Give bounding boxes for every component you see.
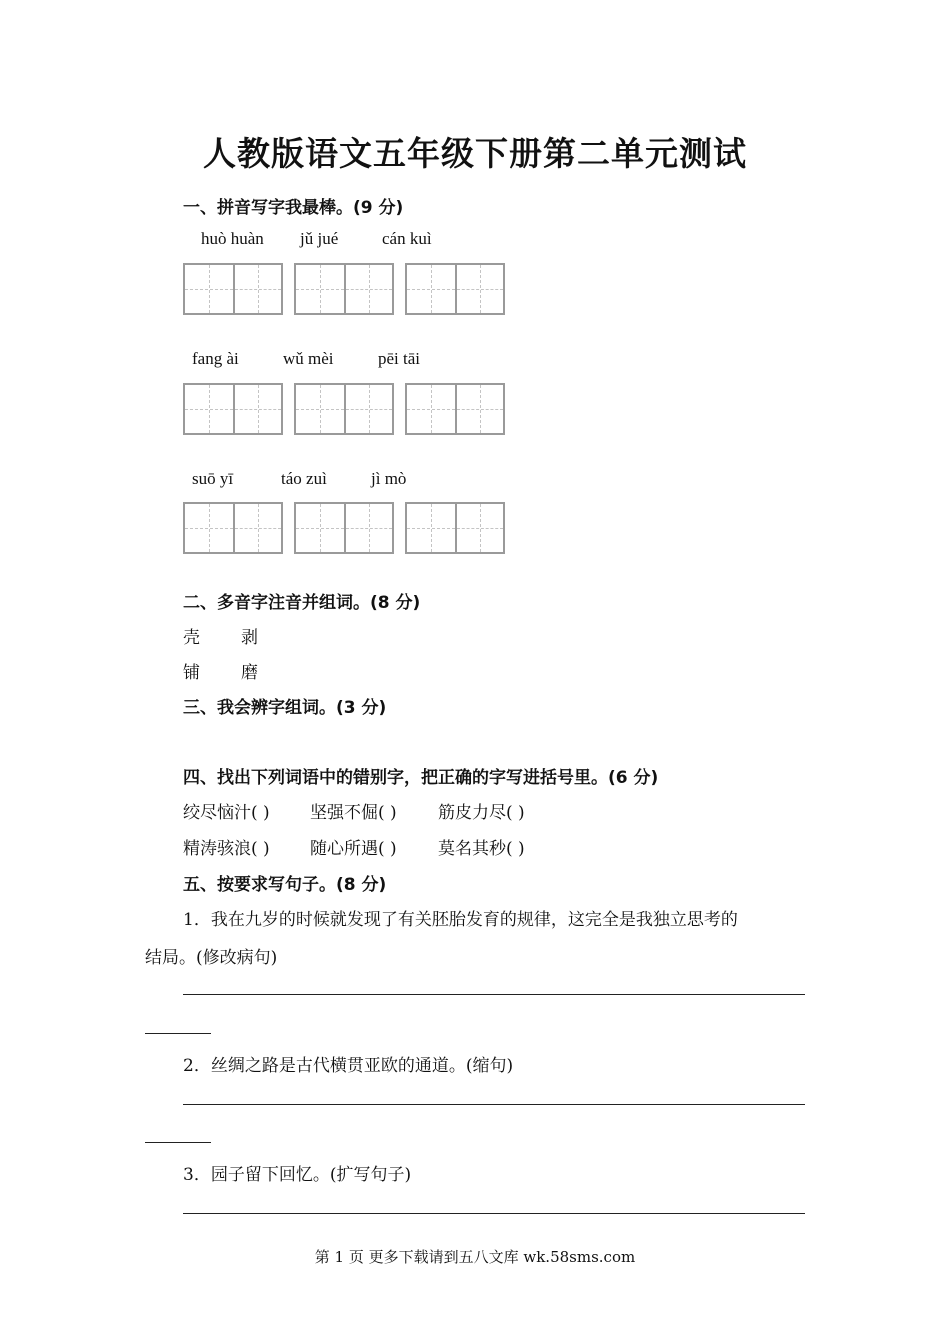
tianzige-row [183, 502, 505, 554]
page-title: 人教版语文五年级下册第二单元测试 [203, 134, 747, 173]
answer-line[interactable] [183, 994, 805, 995]
pinyin-label: huò huàn [201, 229, 264, 248]
answer-line[interactable] [145, 1142, 211, 1143]
pinyin-label: pēi tāi [378, 349, 421, 368]
answer-line[interactable] [145, 1033, 211, 1034]
writing-box[interactable] [294, 263, 394, 315]
writing-box[interactable] [183, 383, 283, 435]
typo-item: 莫名其秒( ) [438, 839, 525, 859]
polyphone-char: 铺 [183, 663, 200, 683]
section4-heading: 四、找出下列词语中的错别字，把正确的字写进括号里。(6 分) [183, 768, 659, 788]
question-1-line1: 1．我在九岁的时候就发现了有关胚胎发育的规律，这完全是我独立思考的 [183, 910, 738, 930]
tianzige-row [183, 263, 505, 315]
writing-box[interactable] [294, 383, 394, 435]
pinyin-label: fang ài [192, 349, 239, 368]
answer-line[interactable] [183, 1104, 805, 1105]
pinyin-label: cán kuì [382, 229, 432, 248]
tianzige-row [183, 383, 505, 435]
polyphone-char: 磨 [241, 663, 258, 683]
typo-item: 绞尽恼汁( ) [183, 803, 270, 823]
section1-heading: 一、拼音写字我最棒。(9 分) [183, 198, 404, 218]
answer-line[interactable] [183, 1213, 805, 1214]
question-3: 3．园子留下回忆。(扩写句子) [183, 1165, 412, 1185]
writing-box[interactable] [183, 263, 283, 315]
section5-heading: 五、按要求写句子。(8 分) [183, 875, 387, 895]
typo-item: 随心所遇( ) [310, 839, 397, 859]
section2-heading: 二、多音字注音并组词。(8 分) [183, 593, 421, 613]
pinyin-label: jǔ jué [300, 229, 339, 248]
typo-item: 精涛骇浪( ) [183, 839, 270, 859]
pinyin-label: táo zuì [281, 469, 327, 488]
polyphone-char: 壳 [183, 628, 200, 648]
question-1-line2: 结局。(修改病句) [145, 948, 278, 968]
question-2: 2．丝绸之路是古代横贯亚欧的通道。(缩句) [183, 1056, 514, 1076]
pinyin-label: wǔ mèi [283, 349, 334, 368]
typo-item: 坚强不倔( ) [310, 803, 397, 823]
polyphone-char: 剥 [241, 628, 258, 648]
writing-box[interactable] [183, 502, 283, 554]
writing-box[interactable] [294, 502, 394, 554]
pinyin-label: suō yī [192, 469, 234, 488]
typo-item: 筋皮力尽( ) [438, 803, 525, 823]
writing-box[interactable] [405, 383, 505, 435]
section3-heading: 三、我会辨字组词。(3 分) [183, 698, 387, 718]
page-footer: 第 1 页 更多下载请到五八文库 wk.58sms.com [314, 1248, 636, 1266]
writing-box[interactable] [405, 263, 505, 315]
pinyin-label: jì mò [371, 469, 407, 488]
writing-box[interactable] [405, 502, 505, 554]
